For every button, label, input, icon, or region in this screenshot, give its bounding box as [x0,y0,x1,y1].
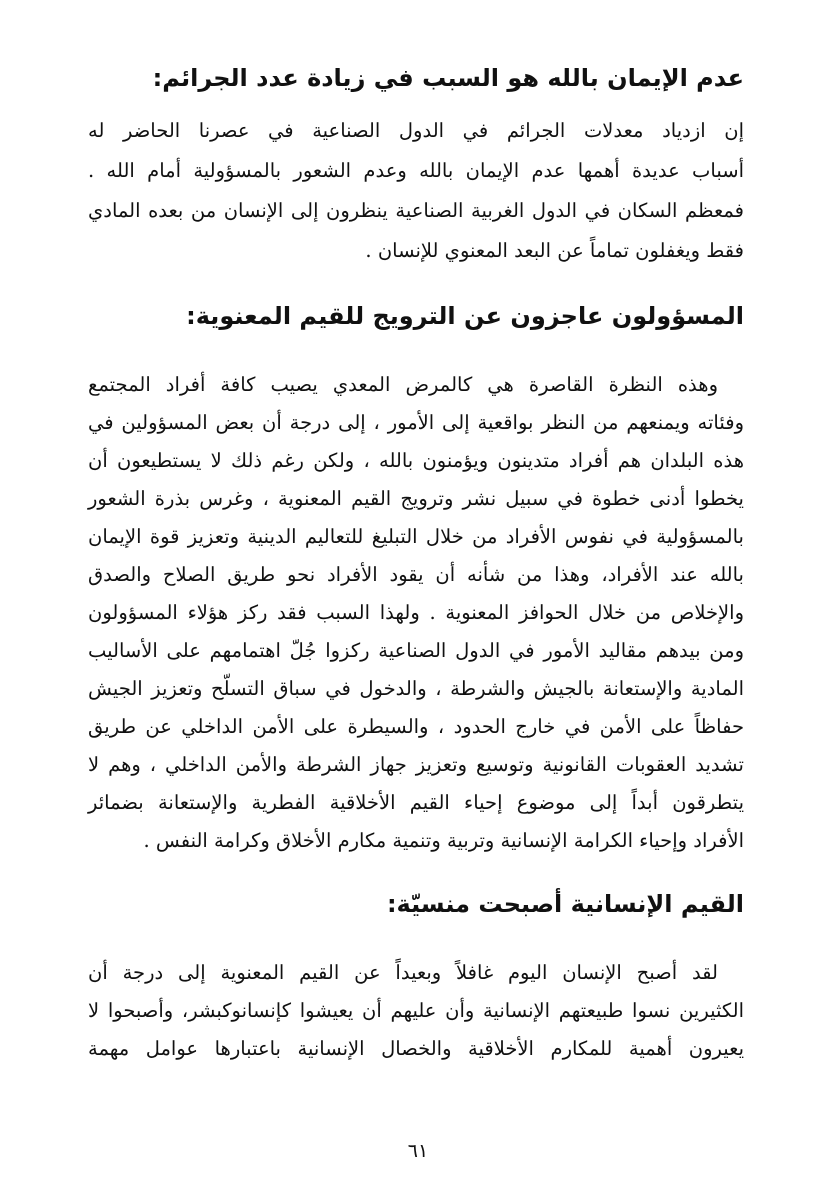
paragraph-2-line-11: تشديد العقوبات القانونية وتوسيع وتعزيز جهاز الشرطة والأمن الداخلي ، وهم لا [88,753,744,776]
section-heading-1: عدم الإيمان بالله هو السبب في زيادة عدد الجرائم: [152,64,744,92]
section-heading-2: المسؤولون عاجزون عن الترويج للقيم المعنوية: [186,302,744,330]
paragraph-2-line-3: هذه البلدان هم أفراد متدينون ويؤمنون بالله ، ولكن رغم ذلك لا يستطيعون أن [88,449,744,472]
paragraph-3-line-2: الكثيرين نسوا طبيعتهم الإنسانية وأن عليهم أن يعيشوا كإنسانوكبشر، وأصبحوا لا [88,999,744,1022]
paragraph-1-line-2: أسباب عديدة أهمها عدم الإيمان بالله وعدم الشعور بالمسؤولية أمام الله . [88,159,744,182]
paragraph-2-line-6: بالله عند الأفراد، وهذا من شأنه أن يقود الأفراد نحو طريق الصلاح والصدق [88,563,744,586]
paragraph-2-line-7: والإخلاص من خلال الحوافز المعنوية . ولهذا السبب فقد ركز هؤلاء المسؤولون [88,601,744,624]
paragraph-2-line-13: الأفراد وإحياء الكرامة الإنسانية وتربية وتنمية مكارم الأخلاق وكرامة النفس . [143,829,744,852]
page-number: ٦١ [407,1140,429,1162]
paragraph-3-line-1: لقد أصبح الإنسان اليوم غافلاً وبعيداً عن القيم المعنوية إلى درجة أن [88,961,718,984]
section-heading-3: القيم الإنسانية أصبحت منسيّة: [386,890,744,918]
paragraph-1-line-1: إن ازدياد معدلات الجرائم في الدول الصناعية في عصرنا الحاضر له [88,119,744,142]
paragraph-2-line-9: المادية والإستعانة بالجيش والشرطة ، والدخول في سباق التسلّح وتعزيز الجيش [88,677,744,700]
paragraph-3-line-3: يعيرون أهمية للمكارم الأخلاقية والخصال الإنسانية باعتبارها عوامل مهمة [88,1037,744,1060]
paragraph-1-line-3: فمعظم السكان في الدول الغربية الصناعية ينظرون إلى الإنسان من بعده المادي [88,199,744,222]
paragraph-2-line-12: يتطرقون أبداً إلى موضوع إحياء القيم الأخلاقية الفطرية والإستعانة بضمائر [88,791,744,814]
paragraph-2-line-1: وهذه النظرة القاصرة هي كالمرض المعدي يصيب كافة أفراد المجتمع [88,373,718,396]
paragraph-2-line-2: وفئاته ويمنعهم من النظر بواقعية إلى الأمور ، إلى درجة أن بعض المسؤولين في [88,411,744,434]
paragraph-2-line-5: بالمسؤولية في نفوس الأفراد من خلال التبليغ للتعاليم الدينية وتعزيز قوة الإيمان [88,525,744,548]
paragraph-2-line-10: حفاظاً على الأمن في خارج الحدود ، والسيطرة على الأمن الداخلي عن طريق [88,715,744,738]
paragraph-1-line-4: فقط ويغفلون تماماً عن البعد المعنوي للإنسان . [365,239,744,262]
paragraph-2-line-4: يخطوا أدنى خطوة في سبيل نشر وترويج القيم المعنوية ، وغرس بذرة الشعور [88,487,744,510]
paragraph-2-line-8: ومن بيدهم مقاليد الأمور في الدول الصناعية ركزوا جُلّ اهتمامهم على الأساليب [88,639,744,662]
